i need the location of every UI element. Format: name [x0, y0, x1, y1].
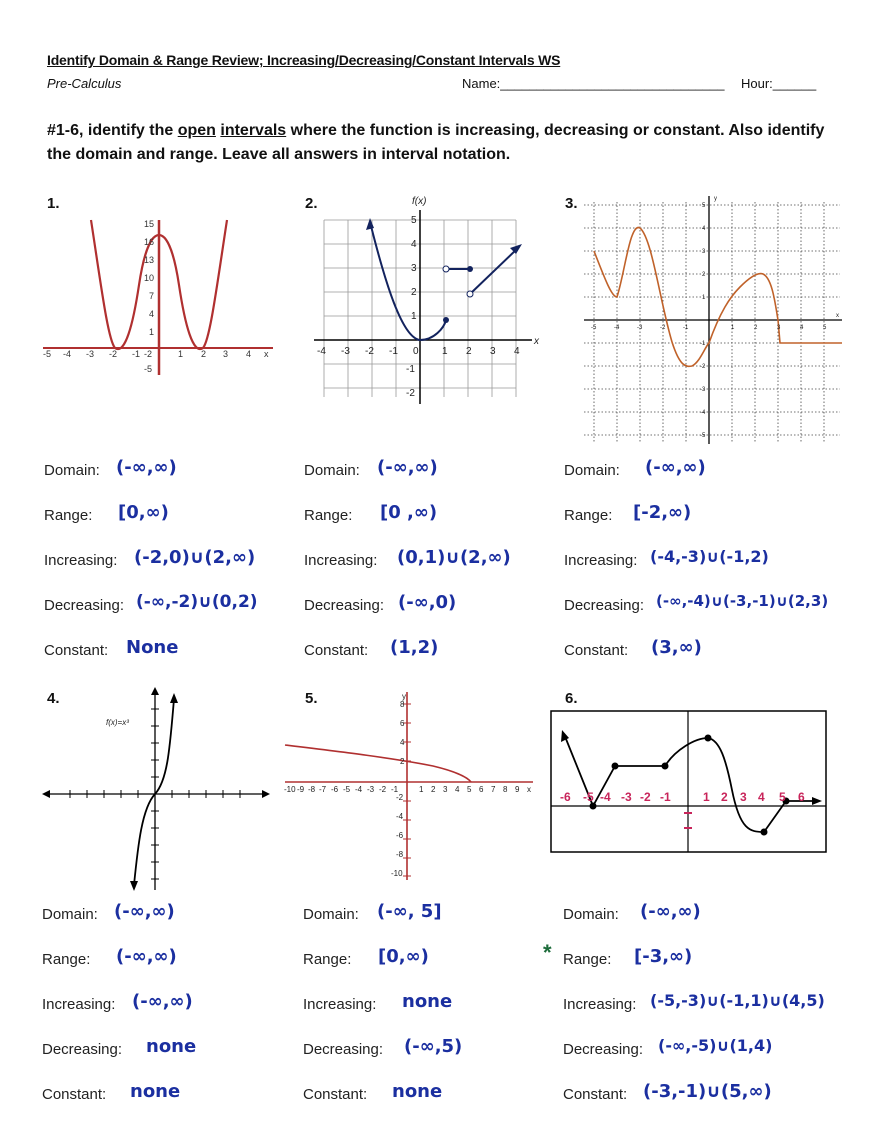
p3-decreasing-label: Decreasing: [564, 597, 645, 614]
p6-domain-label: Domain: [563, 906, 619, 923]
p1-constant-label: Constant: [44, 642, 109, 659]
p2-range-label: Range: [304, 507, 353, 524]
g1-x-tick: 3 [223, 349, 229, 359]
p5-domain-answer: (-∞, 5] [377, 901, 442, 922]
p5-range-answer: [0,∞) [378, 946, 429, 967]
g5-x-tick: -2 [379, 785, 387, 794]
g1-x-tick: -5 [43, 349, 52, 359]
g1-x-tick: 4 [246, 349, 252, 359]
p2-domain-label: Domain: [304, 462, 360, 479]
g6-x-label: 3 [740, 790, 747, 804]
g6-x-label: -5 [583, 790, 594, 804]
g5-x-tick: -3 [367, 785, 375, 794]
g5-y-tick: -6 [396, 831, 404, 840]
g5-x-tick: -6 [331, 785, 339, 794]
g1-y-tick: 10 [144, 273, 155, 283]
star-mark: * [543, 940, 552, 965]
g5-y-tick: y [402, 692, 406, 701]
g5-y-tick: -2 [396, 793, 404, 802]
p5-domain-label: Domain: [303, 906, 359, 923]
g3-y-tick: -1 [700, 341, 706, 347]
g5-x-tick: x [527, 785, 531, 794]
g3-x-tick: -3 [637, 325, 643, 331]
g6-x-label: 1 [703, 790, 710, 804]
g3-y-tick: -3 [700, 387, 706, 393]
g5-x-tick: 4 [455, 785, 460, 794]
graph-5 [283, 690, 538, 885]
g3-x-tick: -2 [660, 325, 666, 331]
g3-x-tick: 4 [800, 325, 804, 331]
g5-y-tick: 2 [400, 757, 405, 766]
instructions-post: where the function is increasing, decreasing or constant. Also identify the domain and range. Leave all answers in interval notation. [47, 122, 825, 163]
hour-field[interactable]: Hour:______ [741, 76, 817, 91]
p1-range-label: Range: [44, 507, 93, 524]
p4-constant-answer: none [130, 1081, 181, 1102]
p1-increasing-answer: (-2,0)∪(2,∞) [134, 547, 256, 568]
g3-y-tick: -2 [700, 364, 706, 370]
p4-range-label: Range: [42, 951, 91, 968]
p6-constant-label: Constant: [563, 1086, 628, 1103]
g2-y-tick: 4 [411, 239, 417, 250]
p5-decreasing-label: Decreasing: [303, 1041, 384, 1058]
g5-y-tick: -4 [396, 812, 404, 821]
g3-x-tick: 2 [754, 325, 758, 331]
p1-decreasing-label: Decreasing: [44, 597, 125, 614]
g2-x-tick: 1 [442, 346, 448, 357]
g1-y-tick: 1 [149, 327, 155, 337]
p6-constant-answer: (-3,-1)∪(5,∞) [643, 1081, 772, 1102]
g1-y-tick: 4 [149, 309, 155, 319]
p4-increasing-label: Increasing: [42, 996, 116, 1013]
g5-x-tick: 1 [419, 785, 424, 794]
g3-y-tick: 1 [702, 295, 706, 301]
g5-y-tick: -8 [396, 850, 404, 859]
g5-x-tick: 5 [467, 785, 472, 794]
p5-increasing-answer: none [402, 991, 453, 1012]
g5-x-tick: 8 [503, 785, 508, 794]
g5-x-tick: -9 [297, 785, 305, 794]
g2-x-tick: -1 [389, 346, 398, 357]
instructions [47, 119, 837, 167]
g3-y-tick: 5 [702, 203, 706, 209]
g2-x-tick: 4 [514, 346, 520, 357]
g1-x-tick: 1 [178, 349, 184, 359]
p2-increasing-label: Increasing: [304, 552, 378, 569]
p3-range-label: Range: [564, 507, 613, 524]
g3-y-tick: 3 [702, 249, 706, 255]
p4-decreasing-label: Decreasing: [42, 1041, 123, 1058]
name-field[interactable]: Name:_______________________________ [462, 76, 725, 91]
g2-x-tick: -4 [317, 346, 326, 357]
p6-range-label: Range: [563, 951, 612, 968]
p5-increasing-label: Increasing: [303, 996, 377, 1013]
p3-range-answer: [-2,∞) [633, 502, 692, 523]
g1-y-tick: 16 [144, 237, 155, 247]
graph-6 [550, 710, 828, 855]
g2-y-tick: 1 [411, 311, 417, 322]
g1-y-tick: 7 [149, 291, 155, 301]
g5-y-tick: -10 [391, 869, 403, 878]
g2-x-tick: -2 [365, 346, 374, 357]
p1-constant-answer: None [126, 637, 179, 658]
problem-number-3: 3. [565, 195, 578, 212]
instructions-intervals: intervals [220, 122, 287, 139]
p4-range-answer: (-∞,∞) [116, 946, 177, 967]
g3-axis-x-label: x [836, 313, 839, 319]
graph-3 [580, 192, 845, 447]
g5-x-tick: -10 [284, 785, 296, 794]
g3-x-tick: 1 [731, 325, 735, 331]
g3-y-tick: 2 [702, 272, 706, 278]
problem-number-5: 5. [305, 690, 318, 707]
p3-increasing-label: Increasing: [564, 552, 638, 569]
p2-decreasing-answer: (-∞,0) [398, 592, 457, 613]
g2-x-tick: 2 [466, 346, 472, 357]
g1-x-tick: -3 [86, 349, 95, 359]
p4-domain-answer: (-∞,∞) [114, 901, 175, 922]
worksheet-title: Identify Domain & Range Review; Increasing/Decreasing/Constant Intervals WS [47, 52, 561, 68]
p5-decreasing-answer: (-∞,5) [404, 1036, 463, 1057]
problem-number-4: 4. [47, 690, 60, 707]
instructions-open: open [177, 122, 216, 139]
p4-domain-label: Domain: [42, 906, 98, 923]
g6-x-label: -4 [600, 790, 611, 804]
g4-function-label: f(x)=x³ [106, 718, 129, 727]
g1-x-tick: -1 [132, 349, 141, 359]
p2-constant-answer: (1,2) [390, 637, 439, 658]
g6-x-label: 4 [758, 790, 765, 804]
g3-axis-y-label: y [714, 196, 717, 202]
g2-y-tick: -2 [406, 388, 415, 399]
g5-x-tick: -5 [343, 785, 351, 794]
p1-decreasing-answer: (-∞,-2)∪(0,2) [136, 592, 258, 612]
p6-increasing-answer: (-5,-3)∪(-1,1)∪(4,5) [650, 991, 825, 1010]
p6-range-answer: [-3,∞) [634, 946, 693, 967]
g5-x-tick: 3 [443, 785, 448, 794]
problem-number-1: 1. [47, 195, 60, 212]
p4-increasing-answer: (-∞,∞) [132, 991, 193, 1012]
p1-domain-answer: (-∞,∞) [116, 457, 177, 478]
p5-constant-label: Constant: [303, 1086, 368, 1103]
g5-y-tick: 4 [400, 738, 405, 747]
g1-y-tick: 13 [144, 255, 155, 265]
p2-range-answer: [0 ,∞) [380, 502, 438, 523]
g3-x-tick: -1 [683, 325, 689, 331]
p2-domain-answer: (-∞,∞) [377, 457, 438, 478]
g5-x-tick: -4 [355, 785, 363, 794]
p1-increasing-label: Increasing: [44, 552, 118, 569]
g3-y-tick: -5 [700, 433, 706, 439]
g6-x-label: -1 [660, 790, 671, 804]
g5-y-tick: 8 [400, 700, 405, 709]
p3-domain-answer: (-∞,∞) [645, 457, 706, 478]
g2-y-tick: 2 [411, 287, 417, 298]
course-subtitle: Pre-Calculus [47, 76, 122, 91]
g1-x-tick: 2 [201, 349, 207, 359]
g1-x-tick: -2 [144, 349, 153, 359]
g5-x-tick: -1 [391, 785, 399, 794]
graph-1 [43, 215, 278, 380]
p3-domain-label: Domain: [564, 462, 620, 479]
g2-y-tick: 5 [411, 215, 417, 226]
g5-x-tick: -8 [308, 785, 316, 794]
p6-domain-answer: (-∞,∞) [640, 901, 701, 922]
g2-axis-y-label: f(x) [412, 196, 427, 207]
g3-y-tick: 4 [702, 226, 706, 232]
p1-domain-label: Domain: [44, 462, 100, 479]
g2-x-tick: 3 [490, 346, 496, 357]
g1-x-tick: -2 [109, 349, 118, 359]
g3-x-tick: -4 [614, 325, 620, 331]
g5-x-tick: 7 [491, 785, 496, 794]
g6-x-label: 6 [798, 790, 805, 804]
p2-decreasing-label: Decreasing: [304, 597, 385, 614]
g5-y-tick: 6 [400, 719, 405, 728]
g2-x-tick: -3 [341, 346, 350, 357]
p6-decreasing-label: Decreasing: [563, 1041, 644, 1058]
problem-number-2: 2. [305, 195, 318, 212]
g1-y-tick: 15 [144, 219, 155, 229]
g6-x-label: 2 [721, 790, 728, 804]
p3-constant-label: Constant: [564, 642, 629, 659]
p3-decreasing-answer: (-∞,-4)∪(-3,-1)∪(2,3) [656, 592, 829, 610]
p5-range-label: Range: [303, 951, 352, 968]
g2-y-tick: 3 [411, 263, 417, 274]
g3-x-tick: 5 [823, 325, 827, 331]
g2-axis-x-label: x [534, 336, 539, 347]
p4-constant-label: Constant: [42, 1086, 107, 1103]
problem-number-6: 6. [565, 690, 578, 707]
p2-increasing-answer: (0,1)∪(2,∞) [397, 547, 511, 568]
p1-range-answer: [0,∞) [118, 502, 169, 523]
graph-4 [40, 685, 275, 895]
p5-constant-answer: none [392, 1081, 443, 1102]
g6-x-label: -3 [621, 790, 632, 804]
g1-y-tick: -5 [144, 364, 153, 374]
g6-x-label: -6 [560, 790, 571, 804]
g6-x-label: -2 [640, 790, 651, 804]
p3-increasing-answer: (-4,-3)∪(-1,2) [650, 547, 769, 566]
g3-x-tick: 3 [777, 325, 781, 331]
g3-y-tick: -4 [700, 410, 706, 416]
g3-x-tick: -5 [591, 325, 597, 331]
g5-x-tick: 6 [479, 785, 484, 794]
p2-constant-label: Constant: [304, 642, 369, 659]
instructions-pre: #1-6, identify the [47, 122, 178, 139]
g2-x-tick: 0 [413, 346, 419, 357]
p6-increasing-label: Increasing: [563, 996, 637, 1013]
g1-x-tick: x [264, 349, 269, 359]
graph-2 [310, 192, 550, 407]
g5-x-tick: -7 [319, 785, 327, 794]
g6-x-label: 5 [779, 790, 786, 804]
g5-x-tick: 9 [515, 785, 520, 794]
p6-decreasing-answer: (-∞,-5)∪(1,4) [658, 1036, 773, 1055]
g1-x-tick: -4 [63, 349, 72, 359]
g5-x-tick: 2 [431, 785, 436, 794]
p4-decreasing-answer: none [146, 1036, 197, 1057]
g2-y-tick: -1 [406, 364, 415, 375]
p3-constant-answer: (3,∞) [651, 637, 702, 658]
